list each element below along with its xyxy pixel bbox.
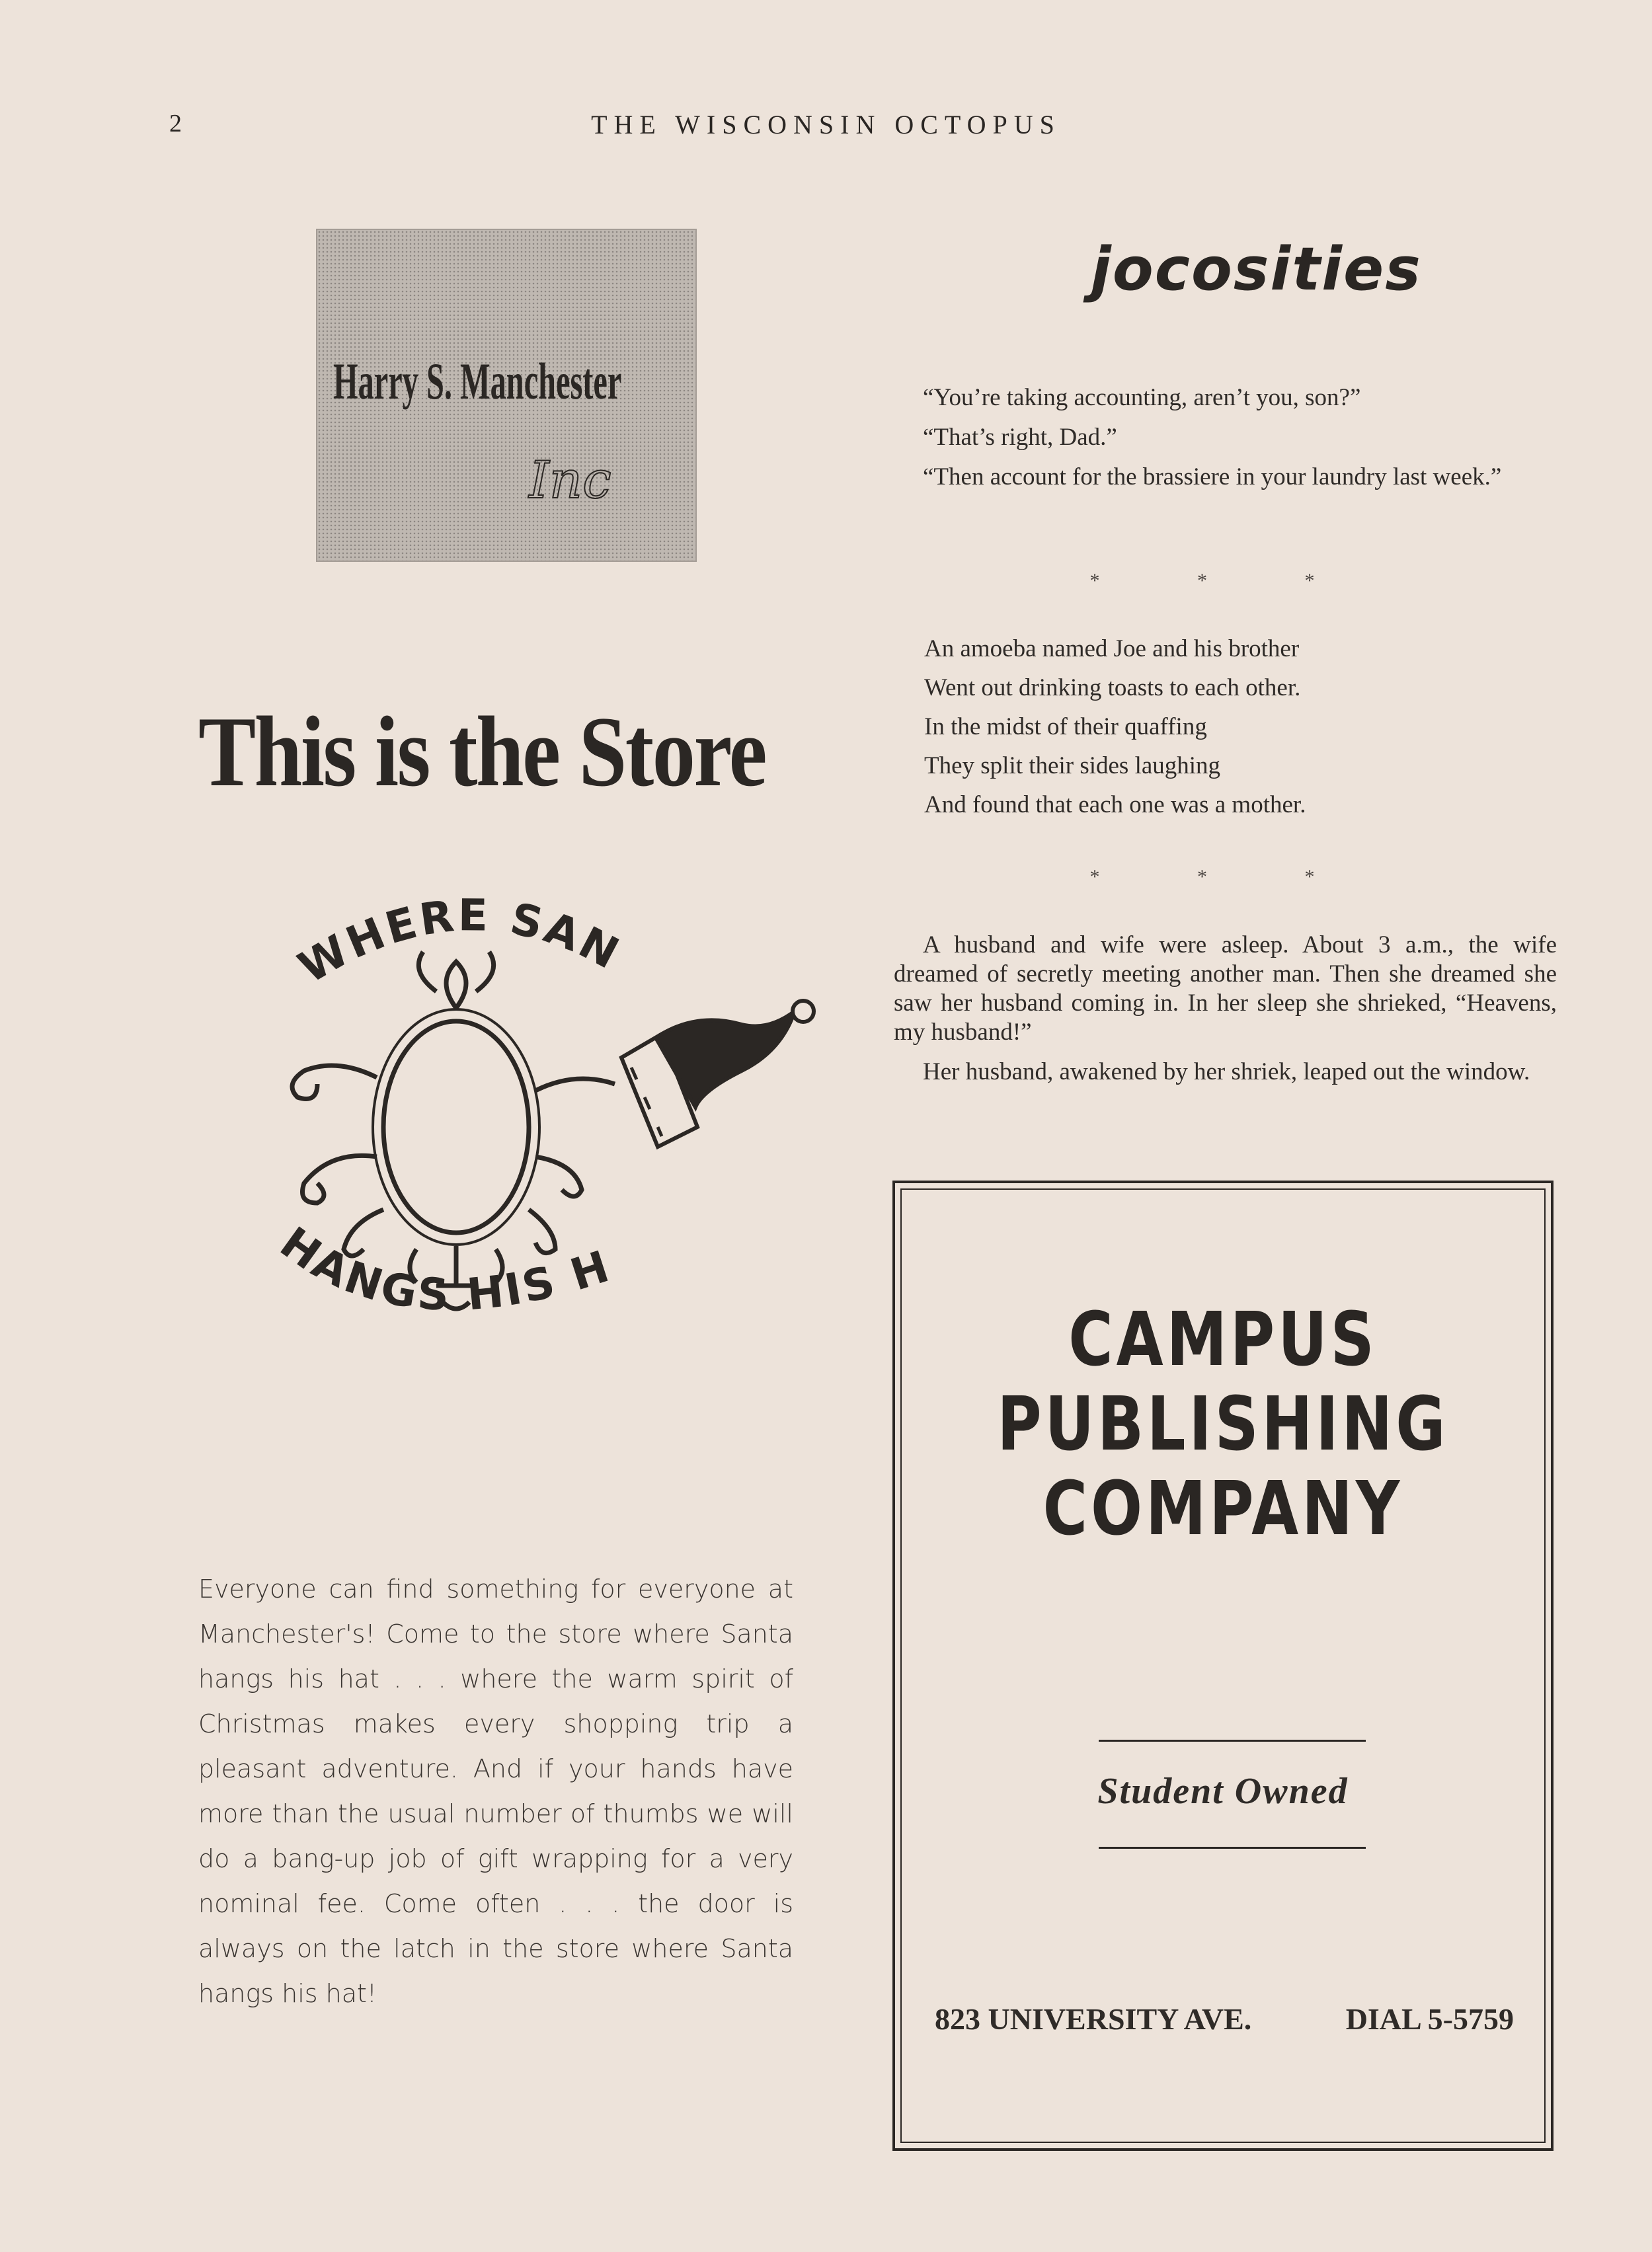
section-separator: * * *	[1089, 570, 1361, 592]
campus-line: PUBLISHING	[997, 1381, 1449, 1467]
running-head: THE WISCONSIN OCTOPUS	[591, 110, 1061, 139]
poem-line: In the midst of their quaffing	[924, 713, 1207, 740]
store-headline: This is the Store	[198, 696, 766, 807]
logo-suffix-text: Inc	[529, 451, 611, 510]
manchester-body-copy: Everyone can find something for everyone at Manchester's! Come to the store where Santa hangs his hat . . . where the warm spirit of Christmas makes every shopping trip a pleasant adventure. And if your hands have more than the usual number of thumbs we will do a bang-up job of gift wrapping for a very nominal fee. Come often . . . the door is always on the latch in the store where Santa hangs his hat!	[198, 1574, 793, 2008]
joke-paragraph: A husband and wife were asleep. About 3 a.m., the wife dreamed of secretly meeting another man. Then she dreamed she saw her husband coming in. In her sleep she shrieked, “Heavens, my husband!”	[894, 931, 1557, 1046]
poem-line: Went out drinking toasts to each other.	[924, 674, 1301, 701]
campus-phone: DIAL 5-5759	[1345, 2002, 1514, 2036]
campus-address: 823 UNIVERSITY AVE.	[935, 2002, 1252, 2036]
poem-line: And found that each one was a mother.	[924, 791, 1306, 818]
santa-hat-illustration	[251, 879, 859, 1381]
page-number: 2	[169, 110, 183, 137]
divider-rule	[1099, 1740, 1366, 1742]
logo-name-text: Harry S. Manchester	[333, 353, 622, 411]
joke-line: “Then account for the brassiere in your laundry last week.”	[923, 463, 1502, 490]
campus-line: COMPANY	[1042, 1466, 1403, 1552]
ad-inner-border	[900, 1188, 1546, 2143]
poem-line: They split their sides laughing	[924, 752, 1221, 779]
art-bottom-text: HANGS HIS H	[270, 1217, 617, 1321]
joke-line: “That’s right, Dad.”	[923, 424, 1117, 451]
campus-publishing-ad	[892, 1181, 1554, 2151]
joke-line: “You’re taking accounting, aren’t you, son?”	[923, 384, 1361, 411]
santa-hat-icon	[621, 1001, 814, 1147]
poem-line: An amoeba named Joe and his brother	[924, 635, 1300, 662]
manchester-logo	[316, 229, 697, 562]
jocosities-title: jocosities	[1091, 235, 1422, 304]
joke-paragraph: Her husband, awakened by her shriek, leaped out the window.	[923, 1058, 1530, 1085]
joke-husband-wife	[894, 931, 1557, 1087]
student-owned-tagline: Student Owned	[1097, 1771, 1349, 1812]
campus-line: CAMPUS	[1068, 1297, 1378, 1383]
amoeba-limerick	[924, 629, 1585, 824]
joke-accounting	[894, 383, 1557, 492]
manchester-logo-art	[317, 230, 695, 561]
art-top-text: WHERE SAN	[290, 890, 629, 993]
divider-rule	[1099, 1847, 1366, 1849]
section-separator: * * *	[1089, 866, 1361, 888]
